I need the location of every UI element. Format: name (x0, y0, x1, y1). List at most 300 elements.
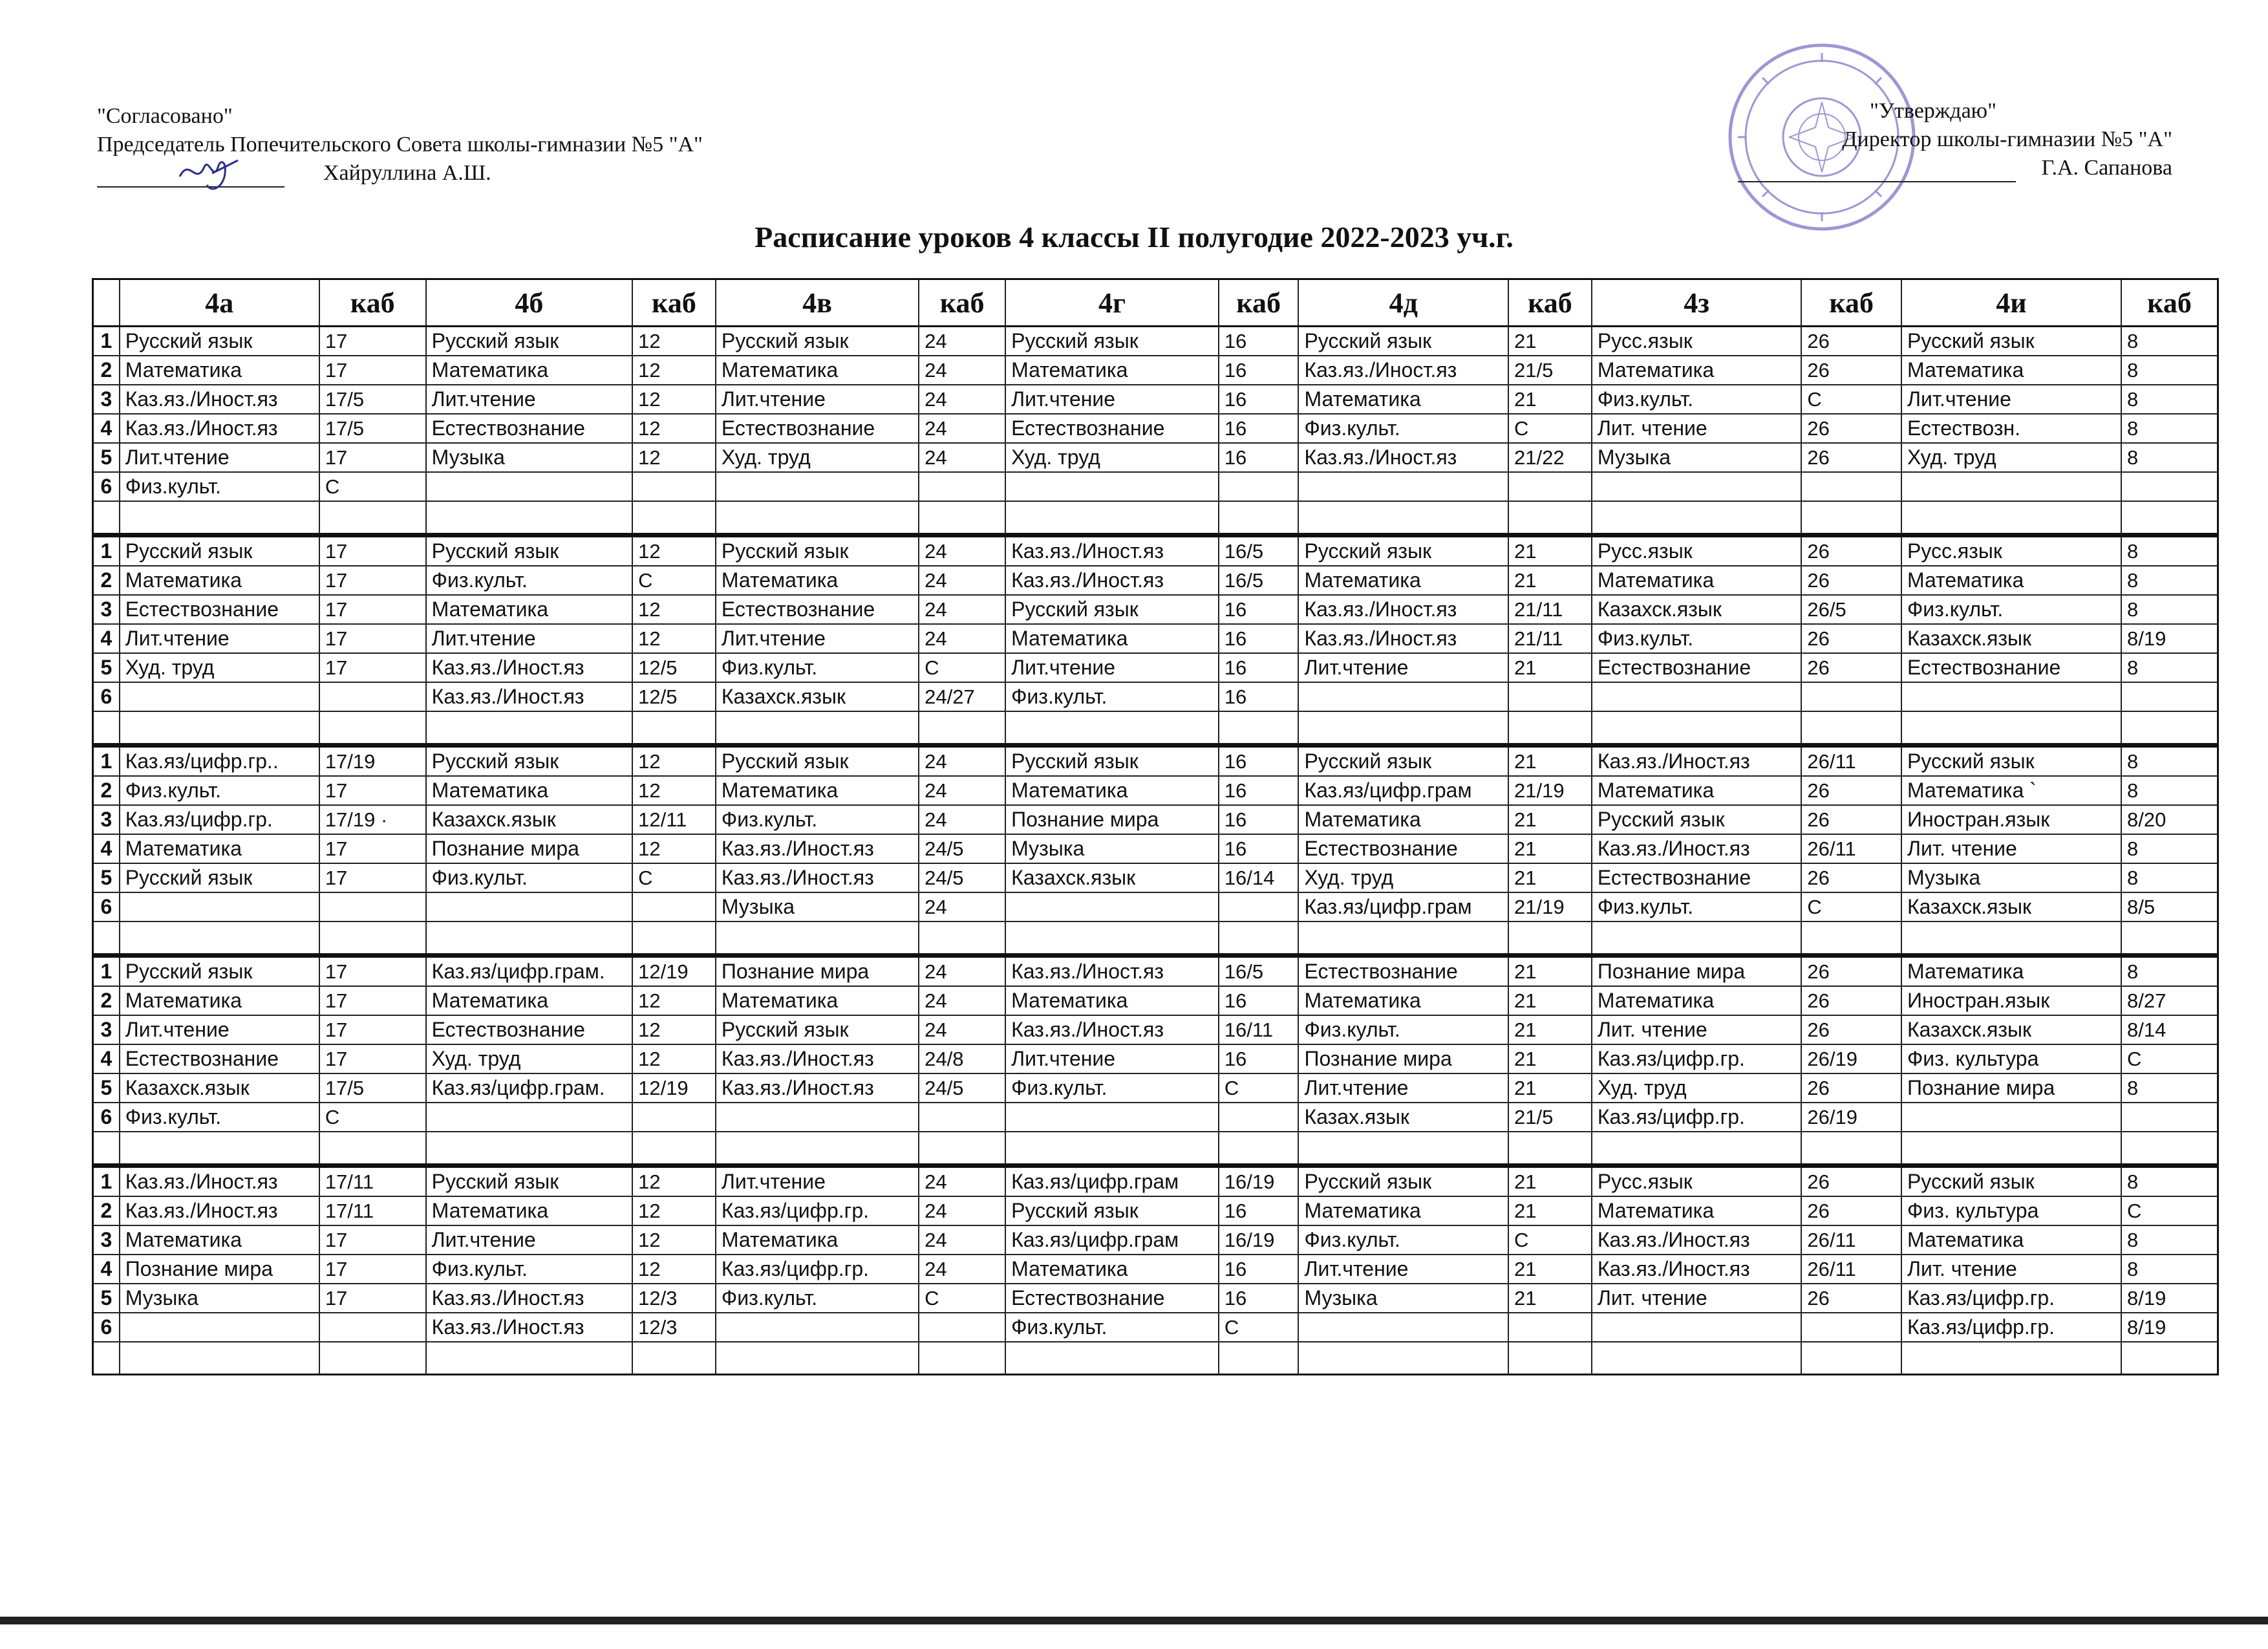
empty-cell (93, 501, 120, 535)
subject-cell: Каз.яз/цифр.гр. (1592, 1103, 1802, 1132)
empty-cell (426, 711, 632, 746)
subject-cell: Физ.культ. (1005, 1313, 1219, 1342)
room-cell: 16/14 (1219, 863, 1299, 892)
room-cell: 26 (1801, 327, 1901, 356)
empty-cell (319, 501, 426, 535)
room-cell: 24 (919, 1255, 1005, 1284)
lesson-number: 4 (93, 1044, 120, 1073)
room-cell: 16 (1219, 443, 1299, 472)
subject-cell: Каз.яз./Иност.яз (716, 1073, 919, 1103)
subject-cell: Худ. труд (1592, 1073, 1802, 1103)
subject-cell: Русский язык (716, 327, 919, 356)
room-cell: 12 (632, 746, 716, 777)
room-cell: 16 (1219, 414, 1299, 443)
subject-cell: Лит.чтение (1901, 385, 2121, 414)
subject-cell: Казахск.язык (1592, 595, 1802, 624)
subject-cell: Физ.культ. (1592, 624, 1802, 653)
subject-cell: Каз.яз/цифр.гр.. (120, 746, 319, 777)
room-cell (1801, 472, 1901, 501)
room-cell: 26/11 (1801, 1255, 1901, 1284)
room-cell: 8 (2121, 595, 2218, 624)
header-corner (93, 279, 120, 327)
room-cell (319, 1313, 426, 1342)
empty-cell (1801, 1342, 1901, 1375)
lesson-number: 5 (93, 1284, 120, 1313)
room-cell: 24 (919, 327, 1005, 356)
room-cell: 24 (919, 956, 1005, 987)
header-room-2: каб (319, 279, 426, 327)
empty-cell (1592, 501, 1802, 535)
room-cell (1508, 1313, 1592, 1342)
subject-cell: Казахск.язык (1005, 863, 1219, 892)
subject-cell: Физ.культ. (120, 776, 319, 805)
subject-cell: Естествознание (1298, 834, 1508, 863)
empty-cell (1508, 501, 1592, 535)
subject-cell (120, 1313, 319, 1342)
schedule-table (92, 278, 2219, 1375)
subject-cell: Математика (716, 776, 919, 805)
lesson-number: 3 (93, 1015, 120, 1044)
room-cell: 24 (919, 805, 1005, 834)
subject-cell: Естествознание (1901, 653, 2121, 682)
lesson-row (93, 1255, 2218, 1284)
room-cell: 21 (1508, 535, 1592, 566)
subject-cell: Естествознание (1592, 863, 1802, 892)
lesson-number: 2 (93, 776, 120, 805)
lesson-row (93, 956, 2218, 987)
subject-cell: Математика (120, 356, 319, 385)
room-cell: 21/22 (1508, 443, 1592, 472)
lesson-row (93, 356, 2218, 385)
room-cell: 16 (1219, 356, 1299, 385)
room-cell: 16 (1219, 1196, 1299, 1225)
subject-cell: Иностран.язык (1901, 986, 2121, 1015)
room-cell: 21 (1508, 327, 1592, 356)
day-spacer-row (93, 921, 2218, 956)
room-cell: С (319, 472, 426, 501)
subject-cell: Математика ` (1901, 776, 2121, 805)
subject-cell: Русский язык (426, 1166, 632, 1197)
room-cell: 12/19 (632, 956, 716, 987)
subject-cell: Математика (1592, 986, 1802, 1015)
subject-cell: Лит. чтение (1592, 414, 1802, 443)
room-cell: 8 (2121, 1225, 2218, 1255)
empty-cell (2121, 711, 2218, 746)
room-cell: 8/19 (2121, 1313, 2218, 1342)
subject-cell: Каз.яз./Иност.яз (1298, 624, 1508, 653)
page-title: Расписание уроков 4 классы II полугодие 2022-2023 уч.г. (754, 221, 1514, 253)
subject-cell: Музыка (120, 1284, 319, 1313)
room-cell (919, 1103, 1005, 1132)
room-cell: 12/3 (632, 1284, 716, 1313)
room-cell: С (632, 566, 716, 595)
subject-cell: Математика (120, 566, 319, 595)
subject-cell: Физ.культ. (716, 1284, 919, 1313)
room-cell: 16 (1219, 385, 1299, 414)
subject-cell: Каз.яз./Иност.яз (1298, 595, 1508, 624)
subject-cell: Русс.язык (1592, 535, 1802, 566)
lesson-row (93, 1073, 2218, 1103)
lesson-row (93, 986, 2218, 1015)
room-cell: 12 (632, 414, 716, 443)
subject-cell: Математика (716, 356, 919, 385)
empty-cell (1592, 1342, 1802, 1375)
subject-cell: Казахск.язык (1901, 624, 2121, 653)
subject-cell: Лит. чтение (1901, 834, 2121, 863)
room-cell: 16 (1219, 834, 1299, 863)
subject-cell: Русский язык (1901, 746, 2121, 777)
subject-cell (716, 1103, 919, 1132)
room-cell: С (1219, 1073, 1299, 1103)
room-cell: 17 (319, 624, 426, 653)
empty-cell (1592, 711, 1802, 746)
subject-cell: Математика (1005, 1255, 1219, 1284)
subject-cell: Лит. чтение (1592, 1015, 1802, 1044)
lesson-number: 1 (93, 327, 120, 356)
subject-cell: Лит.чтение (426, 1225, 632, 1255)
subject-cell: Математика (426, 1196, 632, 1225)
subject-cell: Худ. труд (426, 1044, 632, 1073)
room-cell: 12 (632, 624, 716, 653)
room-cell: 26 (1801, 653, 1901, 682)
room-cell: 26 (1801, 624, 1901, 653)
room-cell: 26 (1801, 986, 1901, 1015)
empty-cell (632, 1132, 716, 1166)
lesson-row (93, 805, 2218, 834)
room-cell: 21 (1508, 1073, 1592, 1103)
room-cell (1801, 1313, 1901, 1342)
room-cell: 26/5 (1801, 595, 1901, 624)
approval-right-name: Г.А. Сапанова (2041, 156, 2172, 180)
room-cell: С (919, 653, 1005, 682)
subject-cell: Лит.чтение (120, 1015, 319, 1044)
subject-cell: Естествозн. (1901, 414, 2121, 443)
room-cell: 12 (632, 327, 716, 356)
room-cell: 24 (919, 595, 1005, 624)
room-cell: 17 (319, 356, 426, 385)
empty-cell (1219, 1132, 1299, 1166)
subject-cell: Физ.культ. (1592, 892, 1802, 921)
room-cell: 16/11 (1219, 1015, 1299, 1044)
subject-cell: Худ. труд (120, 653, 319, 682)
lesson-row (93, 472, 2218, 501)
subject-cell: Каз.яз/цифр.гр. (716, 1196, 919, 1225)
room-cell (919, 472, 1005, 501)
subject-cell: Казах.язык (1298, 1103, 1508, 1132)
approval-left-title: "Согласовано" (97, 104, 233, 128)
day-spacer-row (93, 1342, 2218, 1375)
subject-cell (1592, 1313, 1802, 1342)
lesson-row (93, 892, 2218, 921)
room-cell: 21/11 (1508, 595, 1592, 624)
room-cell: 24 (919, 776, 1005, 805)
subject-cell: Лит.чтение (426, 624, 632, 653)
lesson-row (93, 1103, 2218, 1132)
room-cell: 8 (2121, 746, 2218, 777)
subject-cell: Естествознание (1005, 1284, 1219, 1313)
room-cell: 17 (319, 595, 426, 624)
empty-cell (1508, 921, 1592, 956)
room-cell: 21/5 (1508, 1103, 1592, 1132)
empty-cell (919, 921, 1005, 956)
subject-cell: Познание мира (1298, 1044, 1508, 1073)
room-cell: 16 (1219, 1044, 1299, 1073)
lesson-number: 1 (93, 746, 120, 777)
header-room-6: каб (919, 279, 1005, 327)
room-cell: 8 (2121, 414, 2218, 443)
room-cell: 26 (1801, 956, 1901, 987)
lesson-row (93, 1225, 2218, 1255)
empty-cell (632, 921, 716, 956)
approval-right-position: Директор школы-гимназии №5 "А" (1842, 127, 2172, 151)
lesson-number: 6 (93, 1103, 120, 1132)
room-cell: 26/11 (1801, 746, 1901, 777)
empty-cell (1592, 921, 1802, 956)
room-cell: 8 (2121, 327, 2218, 356)
room-cell: 26/19 (1801, 1103, 1901, 1132)
subject-cell: Физ.культ. (426, 1255, 632, 1284)
room-cell: 26 (1801, 356, 1901, 385)
empty-cell (426, 1342, 632, 1375)
subject-cell: Каз.яз./Иност.яз (426, 1313, 632, 1342)
room-cell: 17/5 (319, 414, 426, 443)
room-cell: 21 (1508, 956, 1592, 987)
room-cell: 24 (919, 443, 1005, 472)
subject-cell (1005, 892, 1219, 921)
subject-cell: Каз.яз./Иност.яз (1592, 1225, 1802, 1255)
room-cell: 17 (319, 834, 426, 863)
subject-cell: Лит.чтение (120, 443, 319, 472)
approval-right-title: "Утверждаю" (1870, 99, 1996, 123)
lesson-row (93, 776, 2218, 805)
subject-cell: Лит.чтение (716, 385, 919, 414)
empty-cell (716, 711, 919, 746)
empty-cell (1298, 501, 1508, 535)
empty-cell (919, 1342, 1005, 1375)
subject-cell: Физ.культ. (1005, 1073, 1219, 1103)
room-cell: 16/5 (1219, 956, 1299, 987)
subject-cell: Каз.яз./Иност.яз (1592, 834, 1802, 863)
room-cell: 21 (1508, 805, 1592, 834)
room-cell: 26 (1801, 863, 1901, 892)
subject-cell (120, 682, 319, 711)
subject-cell: Лит.чтение (1298, 653, 1508, 682)
empty-cell (1298, 921, 1508, 956)
room-cell: 8 (2121, 385, 2218, 414)
room-cell: 24 (919, 566, 1005, 595)
lesson-number: 3 (93, 1225, 120, 1255)
subject-cell: Каз.яз./Иност.яз (1298, 443, 1508, 472)
room-cell: 24/8 (919, 1044, 1005, 1073)
room-cell: 8 (2121, 863, 2218, 892)
subject-cell: Русский язык (1298, 535, 1508, 566)
subject-cell: Худ. труд (1005, 443, 1219, 472)
header-class-7: 4г (1005, 279, 1219, 327)
subject-cell: Математика (1901, 956, 2121, 987)
lesson-row (93, 327, 2218, 356)
subject-cell: Физ.культ. (1901, 595, 2121, 624)
room-cell: 12 (632, 1255, 716, 1284)
room-cell: 16/19 (1219, 1225, 1299, 1255)
room-cell: С (1801, 892, 1901, 921)
room-cell: 24 (919, 746, 1005, 777)
subject-cell: Музыка (716, 892, 919, 921)
subject-cell: Естествознание (120, 595, 319, 624)
room-cell: 17/5 (319, 1073, 426, 1103)
lesson-row (93, 624, 2218, 653)
room-cell: 24 (919, 385, 1005, 414)
empty-cell (1901, 501, 2121, 535)
room-cell: 12/5 (632, 682, 716, 711)
subject-cell: Физ.культ. (120, 472, 319, 501)
lesson-row (93, 1044, 2218, 1073)
subject-cell: Каз.яз./Иност.яз (1592, 746, 1802, 777)
empty-cell (1219, 501, 1299, 535)
subject-cell: Математика (426, 595, 632, 624)
empty-cell (716, 1342, 919, 1375)
subject-cell: Естествознание (426, 1015, 632, 1044)
subject-cell: Математика (1005, 986, 1219, 1015)
room-cell: 21 (1508, 863, 1592, 892)
room-cell: 8/5 (2121, 892, 2218, 921)
room-cell (632, 1103, 716, 1132)
lesson-number: 4 (93, 624, 120, 653)
subject-cell (426, 1103, 632, 1132)
subject-cell (1901, 1103, 2121, 1132)
room-cell: С (919, 1284, 1005, 1313)
lesson-number: 6 (93, 682, 120, 711)
subject-cell (120, 892, 319, 921)
subject-cell: Математика (1592, 1196, 1802, 1225)
room-cell: 16 (1219, 746, 1299, 777)
room-cell: С (1508, 1225, 1592, 1255)
lesson-number: 5 (93, 443, 120, 472)
empty-cell (1298, 711, 1508, 746)
subject-cell (1298, 1313, 1508, 1342)
subject-cell: Русский язык (716, 746, 919, 777)
subject-cell: Математика (120, 1225, 319, 1255)
header-class-9: 4д (1298, 279, 1508, 327)
room-cell: 8/19 (2121, 1284, 2218, 1313)
subject-cell: Математика (1592, 776, 1802, 805)
subject-cell: Познание мира (1901, 1073, 2121, 1103)
room-cell: 26/11 (1801, 1225, 1901, 1255)
subject-cell: Русский язык (1005, 327, 1219, 356)
room-cell (1219, 472, 1299, 501)
subject-cell: Русский язык (120, 956, 319, 987)
empty-cell (632, 711, 716, 746)
subject-cell: Каз.яз./Иност.яз (716, 834, 919, 863)
empty-cell (319, 1132, 426, 1166)
empty-cell (1005, 711, 1219, 746)
room-cell: 26 (1801, 1073, 1901, 1103)
room-cell: 17 (319, 443, 426, 472)
subject-cell: Каз.яз./Иност.яз (1005, 535, 1219, 566)
room-cell: 17 (319, 776, 426, 805)
lesson-number: 1 (93, 535, 120, 566)
subject-cell: Русский язык (1298, 746, 1508, 777)
subject-cell: Физ.культ. (1592, 385, 1802, 414)
room-cell (2121, 682, 2218, 711)
subject-cell: Лит.чтение (1005, 653, 1219, 682)
lesson-number: 6 (93, 1313, 120, 1342)
subject-cell (1592, 682, 1802, 711)
room-cell: 17/19 (319, 746, 426, 777)
subject-cell: Каз.яз/цифр.гр. (716, 1255, 919, 1284)
lesson-row (93, 682, 2218, 711)
schedule-header-row (93, 279, 2218, 327)
subject-cell: Математика (426, 776, 632, 805)
subject-cell: Физ.культ. (716, 805, 919, 834)
room-cell: 8 (2121, 1166, 2218, 1197)
lesson-number: 5 (93, 1073, 120, 1103)
subject-cell: Каз.яз./Иност.яз (1592, 1255, 1802, 1284)
subject-cell: Физ.культ. (1298, 1225, 1508, 1255)
room-cell: 8 (2121, 834, 2218, 863)
room-cell: 17 (319, 1255, 426, 1284)
subject-cell: Русский язык (426, 327, 632, 356)
lesson-row (93, 385, 2218, 414)
lesson-number: 2 (93, 1196, 120, 1225)
room-cell: С (319, 1103, 426, 1132)
room-cell: 8 (2121, 1073, 2218, 1103)
subject-cell: Казахск.язык (120, 1073, 319, 1103)
subject-cell: Худ. труд (1298, 863, 1508, 892)
empty-cell (93, 711, 120, 746)
room-cell: 12 (632, 1225, 716, 1255)
room-cell: 21 (1508, 1015, 1592, 1044)
subject-cell: Естествознание (1005, 414, 1219, 443)
subject-cell: Математика (1005, 356, 1219, 385)
room-cell: 17 (319, 1284, 426, 1313)
room-cell: 17 (319, 1044, 426, 1073)
subject-cell (1901, 682, 2121, 711)
subject-cell: Музыка (1901, 863, 2121, 892)
empty-cell (1901, 1342, 2121, 1375)
empty-cell (1801, 501, 1901, 535)
room-cell: 24 (919, 356, 1005, 385)
subject-cell: Лит.чтение (1298, 1073, 1508, 1103)
room-cell: 17 (319, 1225, 426, 1255)
room-cell (1508, 682, 1592, 711)
empty-cell (93, 921, 120, 956)
subject-cell: Каз.яз./Иност.яз (426, 682, 632, 711)
header-room-12: каб (1801, 279, 1901, 327)
header-room-14: каб (2121, 279, 2218, 327)
subject-cell: Худ. труд (716, 443, 919, 472)
lesson-number: 4 (93, 834, 120, 863)
lesson-row (93, 834, 2218, 863)
subject-cell: Русский язык (426, 535, 632, 566)
empty-cell (1801, 921, 1901, 956)
empty-cell (319, 921, 426, 956)
handwritten-signature (173, 147, 244, 199)
subject-cell: Математика (1901, 356, 2121, 385)
lesson-number: 1 (93, 1166, 120, 1197)
room-cell: 12/11 (632, 805, 716, 834)
subject-cell: Русский язык (120, 327, 319, 356)
room-cell: 21 (1508, 1166, 1592, 1197)
empty-cell (2121, 1342, 2218, 1375)
room-cell: 21 (1508, 1284, 1592, 1313)
room-cell: 26 (1801, 443, 1901, 472)
empty-cell (93, 1132, 120, 1166)
room-cell: 12/19 (632, 1073, 716, 1103)
empty-cell (919, 501, 1005, 535)
subject-cell: Музыка (426, 443, 632, 472)
empty-cell (716, 921, 919, 956)
room-cell: 26 (1801, 805, 1901, 834)
